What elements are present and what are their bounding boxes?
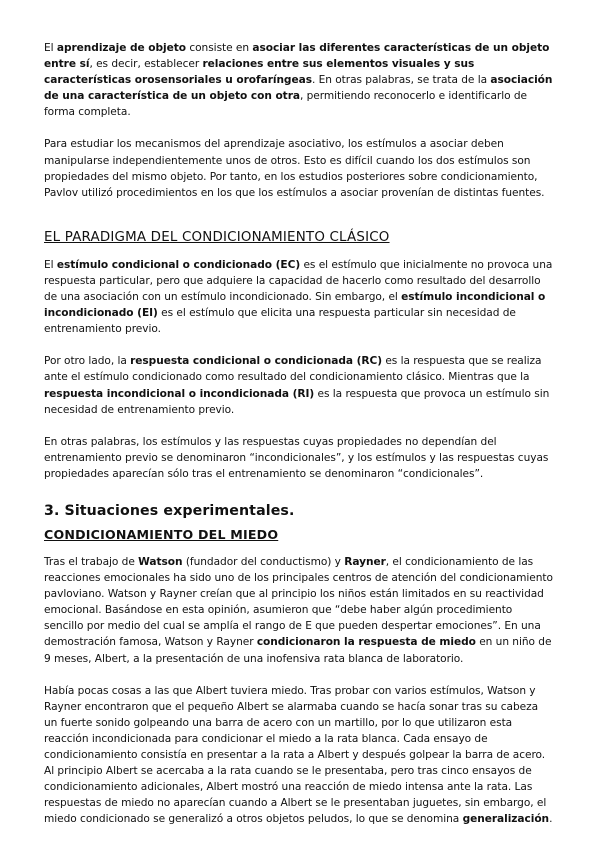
term-asociar-caracteristicas: asociar las diferentes características de un objeto entre sí bbox=[44, 42, 550, 71]
term-respuesta-miedo: condicionaron la respuesta de miedo bbox=[256, 636, 476, 649]
term-rayner: Rayner bbox=[344, 555, 386, 568]
term-watson: Watson bbox=[138, 555, 183, 568]
heading-condicionamiento-miedo: CONDICIONAMIENTO DEL MIEDO bbox=[44, 526, 279, 542]
heading-paradigma: EL PARADIGMA DEL CONDICIONAMIENTO CLÁSICO bbox=[44, 229, 390, 245]
term-ec: estímulo condicional o condicionado (EC) bbox=[56, 258, 301, 271]
term-ei: estímulo incondicional o incondicionado (EI) bbox=[44, 291, 546, 320]
term-ri: respuesta incondicional o incondicionada (RI) bbox=[44, 387, 315, 400]
heading-situaciones: 3. Situaciones experimentales. bbox=[44, 502, 295, 519]
term-asociacion-caracteristica: asociación de una característica de un objeto con otra bbox=[44, 74, 553, 103]
paragraph-mecanismos: Para estudiar los mecanismos del aprendizaje asociativo, los estímulos a asociar deben manipularse independientemente unos de otros. Esto es difícil cuando los dos estímulos son propiedades del mismo objeto. Por tanto, en los estudios posteriores sobre condicionamiento, Pavlov utilizó procedimientos en los que los estímulos a asociar provenían de distintas fuentes. bbox=[44, 138, 545, 199]
paragraph-aprendizaje-objeto: El aprendizaje de objeto consiste en asociar las diferentes características de un objeto entre sí, es decir, establecer relaciones entre sus elementos visuales y sus características orosensoriales u orofaríngeas. En otras palabras, se trata de la asociación de una característica de un objeto con otra, permitiendo reconocerlo e identificarlo de forma completa. bbox=[44, 42, 553, 119]
term-relaciones-elementos: relaciones entre sus elementos visuales y sus características orosensoriales u orofaríngeas bbox=[44, 58, 475, 87]
paragraph-watson-rayner: Tras el trabajo de Watson (fundador del conductismo) y Rayner, el condicionamiento de las reacciones emocionales ha sido uno de los principales centros de atención del condicionamiento pavloviano. Watson y Rayner creían que al principio los niños están limitados en su reactividad emocional. Basándose en esta opinión, asumieron que “debe haber algún procedimiento sencillo por medio del cual se amplía el rango de E que pueden despertar emociones”. En una demostración famosa, Watson y Rayner condicionaron la respuesta de miedo en un niño de 9 meses, Albert, a la presentación de una inofensiva rata blanca de laboratorio. bbox=[44, 555, 553, 665]
term-generalizacion: generalización bbox=[462, 813, 550, 826]
paragraph-otras-palabras: En otras palabras, los estímulos y las respuestas cuyas propiedades no dependían del entrenamiento previo se denominaron “incondicionales”, y los estímulos y las respuestas cuyas propiedades aparecían sólo tras el entrenamiento se denominaron “condicionales”. bbox=[44, 435, 549, 480]
paragraph-estimulo-condicional: El estímulo condicional o condicionado (EC) es el estímulo que inicialmente no provoca una respuesta particular, pero que adquiere la capacidad de hacerlo como resultado del desarrollo de una asociación con un estímulo incondicionado. Sin embargo, el estímulo incondicional o incondicionado (EI) es el estímulo que elicita una respuesta particular sin necesidad de entrenamiento previo. bbox=[44, 258, 553, 336]
paragraph-albert: Había pocas cosas a las que Albert tuviera miedo. Tras probar con varios estímulos, Watson y Rayner encontraron que el pequeño Albert se alarmaba cuando se hacía sonar tras su cabeza un fuerte sonido golpeando una barra de acero con un martillo, por lo que utilizaron esta reacción incondicionada para condicionar el miedo a la rata blanca. Cada ensayo de condicionamiento consistía en presentar a la rata a Albert y después golpear la barra de acero. Al principio Albert se acercaba a la rata cuando se le presentaba, pero tras cinco ensayos de condicionamiento adicionales, Albert mostró una reacción de miedo intensa ante la rata. Las respuestas de miedo no aparecían cuando a Albert se le presentaban juguetes, sin embargo, el miedo condicionado se generalizó a otros objetos peludos, lo que se denomina generalización. bbox=[44, 684, 553, 826]
term-rc: respuesta condicional o condicionada (RC) bbox=[130, 355, 382, 368]
paragraph-respuesta-condicional: Por otro lado, la respuesta condicional o condicionada (RC) es la respuesta que se realiza ante el estímulo condicionado como resultado del condicionamiento clásico. Mientras que la respuesta incondicional o incondicionada (RI) es la respuesta que provoca un estímulo sin necesidad de entrenamiento previo. bbox=[44, 355, 550, 416]
term-aprendizaje-objeto: aprendizaje de objeto bbox=[56, 42, 187, 54]
